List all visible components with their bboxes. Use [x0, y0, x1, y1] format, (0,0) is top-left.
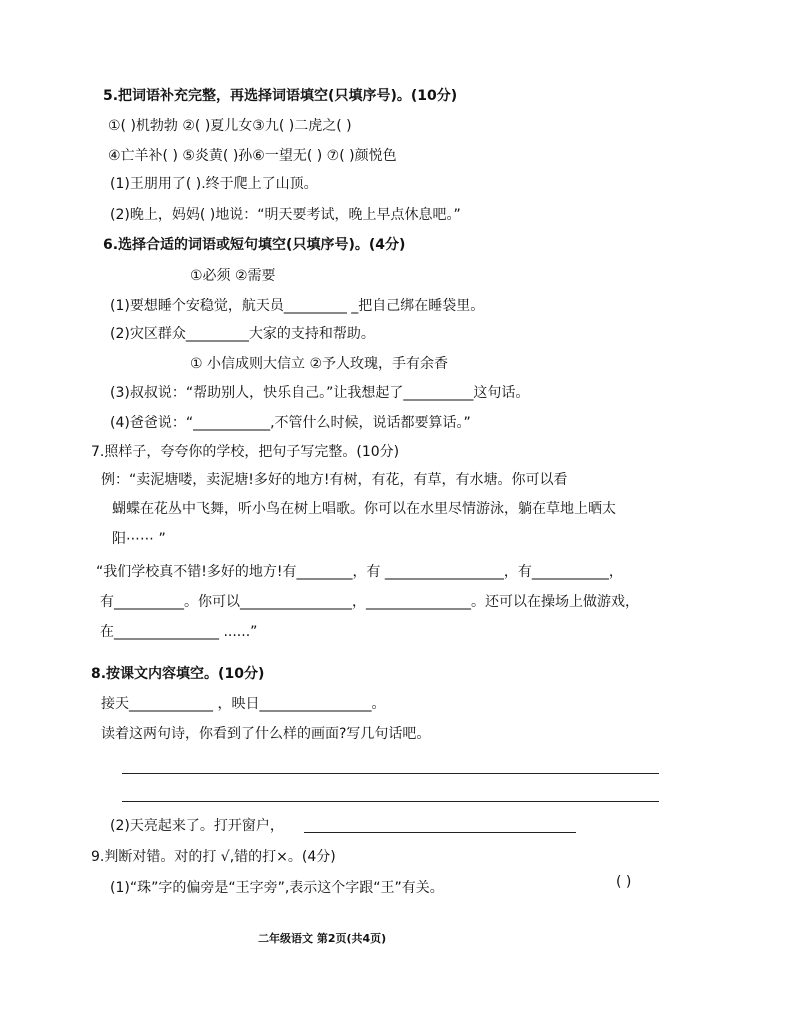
q7-fill-line-2: 有__________。你可以________________，_______________。还可以在操场上做游戏， — [100, 594, 639, 610]
q7-example-line-1: 例：“卖泥塘喽，卖泥塘!多好的地方!有树，有花，有草，有水塘。你可以看 — [101, 472, 568, 488]
q8-poem-fill: 接天____________ ，映日________________。 — [101, 696, 386, 712]
q8-sentence-2: (2)天亮起来了。打开窗户， — [110, 818, 284, 834]
q7-title: 7.照样子，夸夸你的学校，把句子写完整。(10分) — [91, 444, 400, 460]
q6-sentence-3: (3)叔叔说：“帮助别人，快乐自己。”让我想起了__________这句话。 — [110, 385, 530, 401]
q6-sentence-4: (4)爸爸说：“___________,不管什么时候，说话都要算话。” — [110, 415, 471, 431]
q8-writing-line-1[interactable] — [122, 773, 659, 774]
q8-answer-line[interactable] — [304, 832, 576, 833]
q5-sentence-1: (1)王朋用了( ).终于爬上了山顶。 — [110, 176, 318, 192]
q6-sentence-2: (2)灾区群众_________大家的支持和帮助。 — [110, 326, 375, 342]
q7-fill-line-3: 在_______________ ......” — [100, 624, 258, 640]
page-footer: 二年级语文 第2页(共4页) — [258, 932, 387, 945]
q5-row2: ④亡羊补( ) ⑤炎黄( )孙⑥一望无( ) ⑦( )颜悦色 — [108, 148, 397, 164]
q6-title: 6.选择合适的词语或短句填空(只填序号)。(4分) — [103, 237, 406, 253]
q5-row1: ①( )机勃勃 ②( )夏儿女③九( )二虎之( ) — [108, 118, 352, 134]
q9-title: 9.判断对错。对的打 √,错的打×。(4分) — [91, 849, 336, 865]
q6-options-1: ①必须 ②需要 — [190, 268, 276, 284]
q7-fill-line-1: “我们学校真不错!多好的地方!有________，有 _________________，有___________， — [96, 564, 623, 580]
q6-sentence-1: (1)要想睡个安稳觉，航天员_________ _把自己绑在睡袋里。 — [110, 298, 485, 314]
q8-writing-line-2[interactable] — [122, 801, 659, 802]
q8-title: 8.按课文内容填空。(10分) — [91, 666, 265, 682]
q5-sentence-2: (2)晚上，妈妈( )地说：“明天要考试，晚上早点休息吧。” — [110, 207, 461, 223]
q9-statement-1: (1)“珠”字的偏旁是“王字旁”,表示这个字跟“王”有关。 — [110, 880, 444, 896]
q7-example-line-2: 蝴蝶在花丛中飞舞，听小鸟在树上唱歌。你可以在水里尽情游泳，躺在草地上晒太 — [112, 501, 616, 517]
q8-prompt: 读着这两句诗，你看到了什么样的画面?写几句话吧。 — [101, 726, 431, 742]
q9-answer-paren[interactable]: ( ) — [616, 874, 632, 890]
q7-example-line-3: 阳⋯⋯ ” — [112, 531, 166, 547]
q5-title: 5.把词语补充完整，再选择词语填空(只填序号)。(10分) — [103, 88, 458, 104]
q6-options-2: ① 小信成则大信立 ②予人玫瑰，手有余香 — [190, 356, 449, 372]
